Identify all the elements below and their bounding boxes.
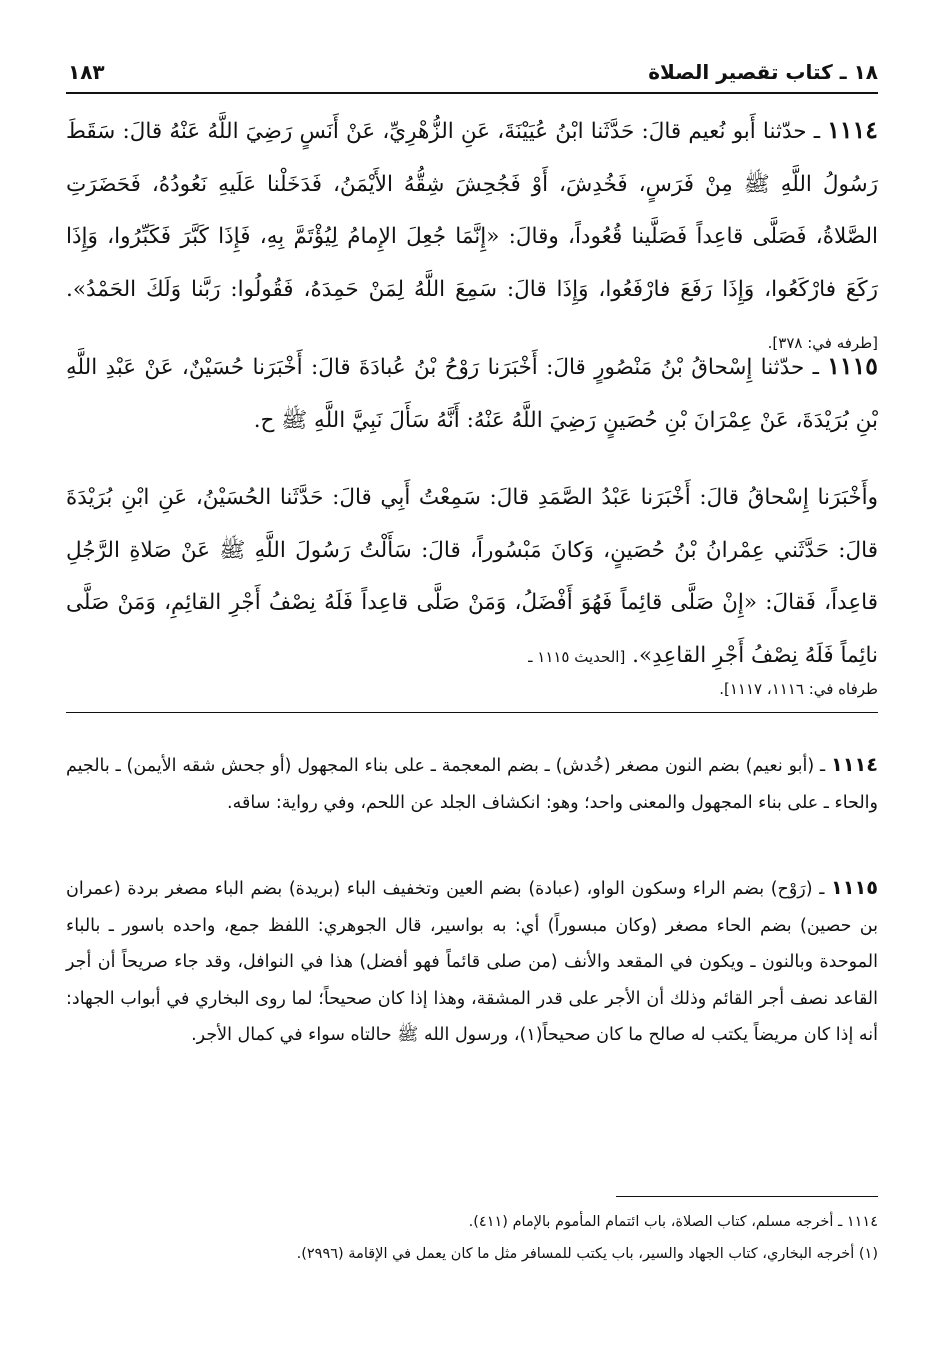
commentary-text: ـ (أبو نعيم) بضم النون مصغر (خُدش) ـ بضم المعجمة ـ على بناء المجهول (أو جحش شقه الأيمن) ـ بالجيم والحاء ـ على بناء المجهول والمعنى واحد؛ وهو: انكشاف الجلد عن اللحم، وفي رواية: ساقه. <box>66 756 878 813</box>
hadith-text: ـ حدّثنا إِسْحاقُ بْنُ مَنْصُورٍ قالَ: أَخْبَرَنا رَوْحُ بْنُ عُبادَةَ قالَ: أَخْبَرَنا حُسَيْنٌ، عَنْ عَبْدِ اللَّهِ بْنِ بُرَيْدَةَ، عَنْ عِمْرَانَ بْنِ حُصَينٍ رَضِيَ اللَّهُ عَنْهُ: أَنَّهُ سَأَلَ نَبِيَّ اللَّهِ ﷺ ح. <box>66 355 878 433</box>
page-header <box>68 52 878 92</box>
section-divider <box>66 712 878 713</box>
commentary-text: ـ (رَوْح) بضم الراء وسكون الواو، (عبادة) بضم العين وتخفيف الباء (بريدة) بضم الباء مصغر بردة (عمران بن حصين) بضم الحاء مصغر (وكان مبسوراً) أي: به بواسير، قال الجوهري: اللفظ جمع، واحده باسور ـ بالباء الموحدة وبالنون ـ ويكون في المقعد والأنف (من صلى قائماً فهو أفضل) هذا في النوافل، وقد جاء صريحاً أن أجر القاعد نصف أجر القائم وذلك أن الأجر على قدر المشقة، وهذا إذا كان صحيحاً؛ لما روى البخاري في أبواب الجهاد: أنه إذا كان مريضاً يكتب له صالح ما كان صحيحاً(١)، ورسول الله ﷺ حالتاه سواء في كمال الأجر. <box>66 879 878 1045</box>
footnote-1114: ١١١٤ ـ أخرجه مسلم، كتاب الصلاة، باب ائتمام المأموم بالإمام (٤١١). <box>468 1214 878 1230</box>
commentary-1114 <box>66 747 878 821</box>
hadith-1115 <box>66 340 878 447</box>
hadith-number: ١١١٥ <box>827 352 878 380</box>
commentary-number: ١١١٤ <box>830 753 878 776</box>
chapter-title: ١٨ ـ كتاب تقصير الصلاة <box>648 60 878 84</box>
commentary-1115 <box>66 870 878 1054</box>
hadith-1114 <box>66 104 878 370</box>
hadith-ref: [طرفه في: ٣٧٨]. <box>767 334 878 352</box>
footnote-1: (١) أخرجه البخاري، كتاب الجهاد والسير، باب يكتب للمسافر مثل ما كان يعمل في الإقامة (٢٩٩٦). <box>296 1246 878 1262</box>
commentary-number: ١١١٥ <box>831 876 878 899</box>
hadith-ref-continued: طرفاه في: ١١١٦، ١١١٧]. <box>719 680 878 698</box>
hadith-1115-second-chain <box>66 472 878 683</box>
header-rule <box>66 92 878 94</box>
footnote-rule <box>616 1196 878 1197</box>
hadith-text: ـ حدّثنا أَبو نُعيم قالَ: حَدَّثَنا ابْنُ عُيَيْنَةَ، عَنِ الزُّهْرِيِّ، عَنْ أَنَسٍ رَضِيَ اللَّهُ عَنْهُ قالَ: سَقَطَ رَسُولُ اللَّهِ ﷺ مِنْ فَرَسٍ، فَخُدِشَ، أَوْ فَجُحِشَ شِقُّهُ الأَيْمَنُ، فَدَخَلْنا عَلَيهِ نَعُودُهُ، فَحَضَرَتِ الصَّلاةُ، فَصَلَّى قاعِداً فَصَلَّينا قُعُوداً، وقالَ: «إِنَّمَا جُعِلَ الإِمامُ لِيُؤْتَمَّ بِهِ، فَإِذَا كَبَّرَ فَكَبِّرُوا، وَإِذَا رَكَعَ فارْكَعُوا، وَإِذَا رَفَعَ فارْفَعُوا، وَإِذَا قالَ: سَمِعَ اللَّهُ لِمَنْ حَمِدَهُ، فَقُولُوا: رَبَّنا وَلَكَ الحَمْدُ». <box>66 119 878 302</box>
hadith-text: وأَخْبَرَنا إِسْحاقُ قالَ: أَخْبَرَنا عَبْدُ الصَّمَدِ قالَ: سَمِعْتُ أَبِي قالَ: حَدَّثَنا الحُسَيْنُ، عَنِ ابْنِ بُرَيْدَةَ قالَ: حَدَّثَني عِمْرانُ بْنُ حُصَينٍ، وَكانَ مَبْسُوراً، قالَ: سَأَلْتُ رَسُولَ اللَّهِ ﷺ عَنْ صَلاةِ الرَّجُلِ قاعِداً، فَقالَ: «إِنْ صَلَّى قائِماً فَهُوَ أَفْضَلُ، وَمَنْ صَلَّى قاعِداً فَلَهُ نِصْفُ أَجْرِ القائِمِ، وَمَنْ صَلَّى نائِماً فَلَهُ نِصْفُ أَجْرِ القاعِدِ». <box>66 485 878 668</box>
hadith-ref: [الحديث ١١١٥ ـ <box>528 647 626 666</box>
page-number: ١٨٣ <box>68 60 105 84</box>
hadith-number: ١١١٤ <box>827 116 878 144</box>
